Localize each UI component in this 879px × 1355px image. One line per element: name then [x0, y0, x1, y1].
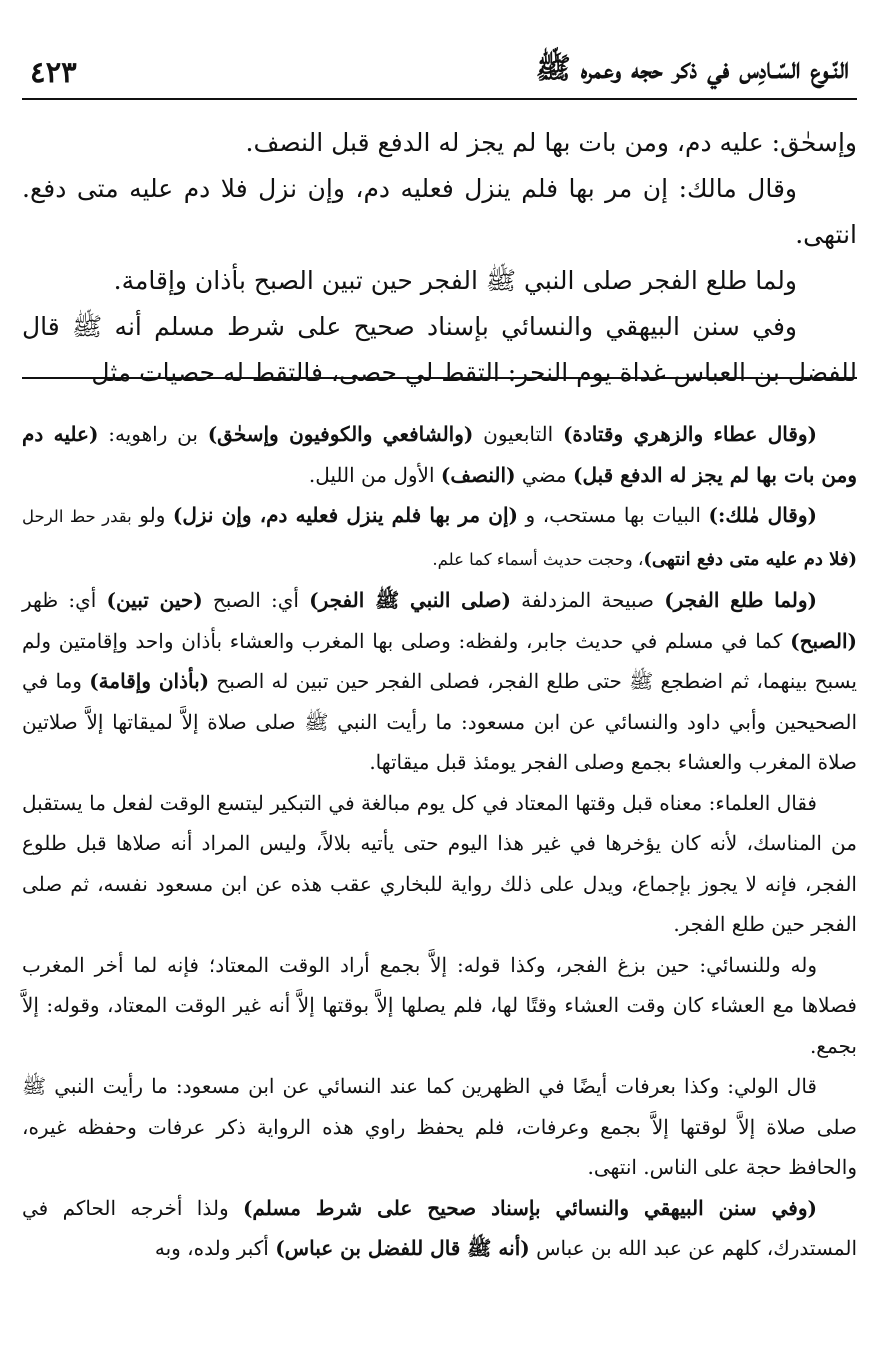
- quoted-text: (وقال عطاء والزهري وقتادة): [562, 422, 818, 446]
- commentary-divider: [22, 377, 857, 379]
- commentary-text-run: البيات بها مستحب، و: [517, 503, 709, 527]
- commentary-text-run: التابعيون: [473, 422, 563, 446]
- commentary-text-run: بقدر حط الرحل: [22, 507, 132, 526]
- quoted-text: (النصف): [440, 462, 516, 487]
- commentary-text-run: أكبر ولده، وبه: [154, 1236, 276, 1260]
- commentary-text-run: صبيحة المزدلفة: [510, 588, 665, 612]
- commentary-text-run: مضي: [515, 462, 573, 487]
- quoted-text: (أنه ﷺ قال للفضل بن عباس): [275, 1236, 530, 1260]
- quoted-text: (عليه دم ومن بات بها لم يجز له الدفع قبل): [22, 422, 857, 487]
- quoted-text: (بأذان وإقامة): [89, 669, 210, 693]
- commentary-text-run: أي: ظهر: [22, 588, 107, 612]
- header-rule: [22, 98, 857, 100]
- commentary-text-run: أي: الصبح: [202, 588, 310, 612]
- main-paragraph: وقال مالك: إن مر بها فلم ينزل فعليه دم، وإن نزل فلا دم عليه متى دفع. انتهى.: [22, 174, 857, 249]
- commentary-paragraph: وله وللنسائي: حين بزغ الفجر، وكذا قوله: إلاَّ بجمع أراد الوقت المعتاد؛ فإنه لما أخر المغرب فصلاها مع العشاء كان وقت العشاء وقتًا لها، فلم يصلها إلاَّ بوقتها إلاَّ أنه غير الوقت المعتاد، وقوله: إلاَّ بجمع.: [22, 952, 857, 1058]
- commentary-paragraph: [22, 1188, 857, 1269]
- quoted-text: (وقال مٰلك:): [708, 503, 817, 527]
- commentary-text-run: الأول من الليل.: [308, 462, 441, 487]
- running-title: النّـوع السّـادِس في ذكر حجه وعمره ﷺ: [535, 51, 849, 85]
- quoted-text: (وفي سنن البيهقي والنسائي بإسناد صحيح على شرط مسلم): [242, 1195, 817, 1220]
- quoted-text: (صلى النبي ﷺ الفجر): [309, 588, 511, 612]
- commentary-paragraph: [22, 580, 857, 783]
- main-paragraph: ولما طلع الفجر صلى النبي ﷺ الفجر حين تبين الصبح بأذان وإقامة.: [113, 266, 797, 295]
- commentary-paragraph: قال الولي: وكذا بعرفات أيضًا في الظهرين كما عند النسائي عن ابن مسعود: ما رأيت النبي ﷺ صلى صلاة إلاَّ لوقتها إلاَّ بجمع وعرفات، فلم يحفظ راوي هذه الرواية ذكر عرفات وحفظه غيره، والحافظ حجة على الناس. انتهى.: [22, 1074, 857, 1179]
- commentary-paragraph: [22, 414, 857, 495]
- commentary-text-run: وما في الصحيحين وأبي داود والنسائي عن ابن مسعود: ما رأيت النبي ﷺ صلى صلاة إلاَّ لميقاتها إلاَّ صلاتين صلاة المغرب والعشاء بجمع وصلى الفجر يومئذ قبل ميقاتها.: [22, 669, 857, 774]
- commentary-text-run: ولذا أخرجه الحاكم في المستدرك، كلهم عن عبد الله بن عباس: [22, 1195, 857, 1260]
- main-text: [22, 120, 857, 396]
- page-header: [30, 50, 849, 94]
- quoted-text: (ولما طلع الفجر): [664, 588, 818, 612]
- commentary-text-run: كما في مسلم في حديث جابر، ولفظه: وصلى بها المغرب والعشاء بأذان واحد وإقامتين ولم يسبح بينهما، ثم اضطجع ﷺ حتى طلع الفجر، فصلى الفجر حين تبين له الصبح: [22, 628, 857, 693]
- quoted-text: (حين تبين): [106, 588, 203, 612]
- quoted-text: (الصبح): [790, 628, 857, 653]
- quoted-text: (فلا دم عليه متى دفع انتهى): [643, 548, 857, 570]
- commentary-text: [22, 414, 857, 1269]
- commentary-paragraph: فقال العلماء: معناه قبل وقتها المعتاد في كل يوم مبالغة في التبكير ليتسع الوقت لفعل ما يستقبل من المناسك، لأنه كان يؤخرها في غير هذا اليوم حتى يأتيه بلالاً، وليس المراد أنه صلاها قبل طلوع الفجر، فإنه لا يجوز بإجماع، ويدل على ذلك رواية للبخاري عقب هذه عن ابن مسعود نفسه، ثم صلى الفجر حين طلع الفجر.: [22, 790, 857, 936]
- commentary-text-run: ، وحجت حديث أسماء كما علم.: [432, 549, 644, 569]
- quoted-text: (إن مر بها فلم ينزل فعليه دم، وإن نزل): [172, 503, 518, 527]
- page-number: ٤٢٣: [30, 55, 77, 89]
- commentary-text-run: بن راهويه:: [98, 422, 208, 446]
- main-paragraph: وفي سنن البيهقي والنسائي بإسناد صحيح على شرط مسلم أنه ﷺ قال للفضل بن العباس غداة يوم النحر: التقط لي حصى، فالتقط له حصيات مثل: [22, 312, 857, 387]
- commentary-paragraph: [22, 495, 857, 580]
- main-paragraph: وإسحٰق: عليه دم، ومن بات بها لم يجز له الدفع قبل النصف.: [245, 128, 857, 157]
- commentary-text-run: ولو: [131, 503, 173, 527]
- quoted-text: (والشافعي والكوفيون وإسحٰق): [207, 422, 474, 446]
